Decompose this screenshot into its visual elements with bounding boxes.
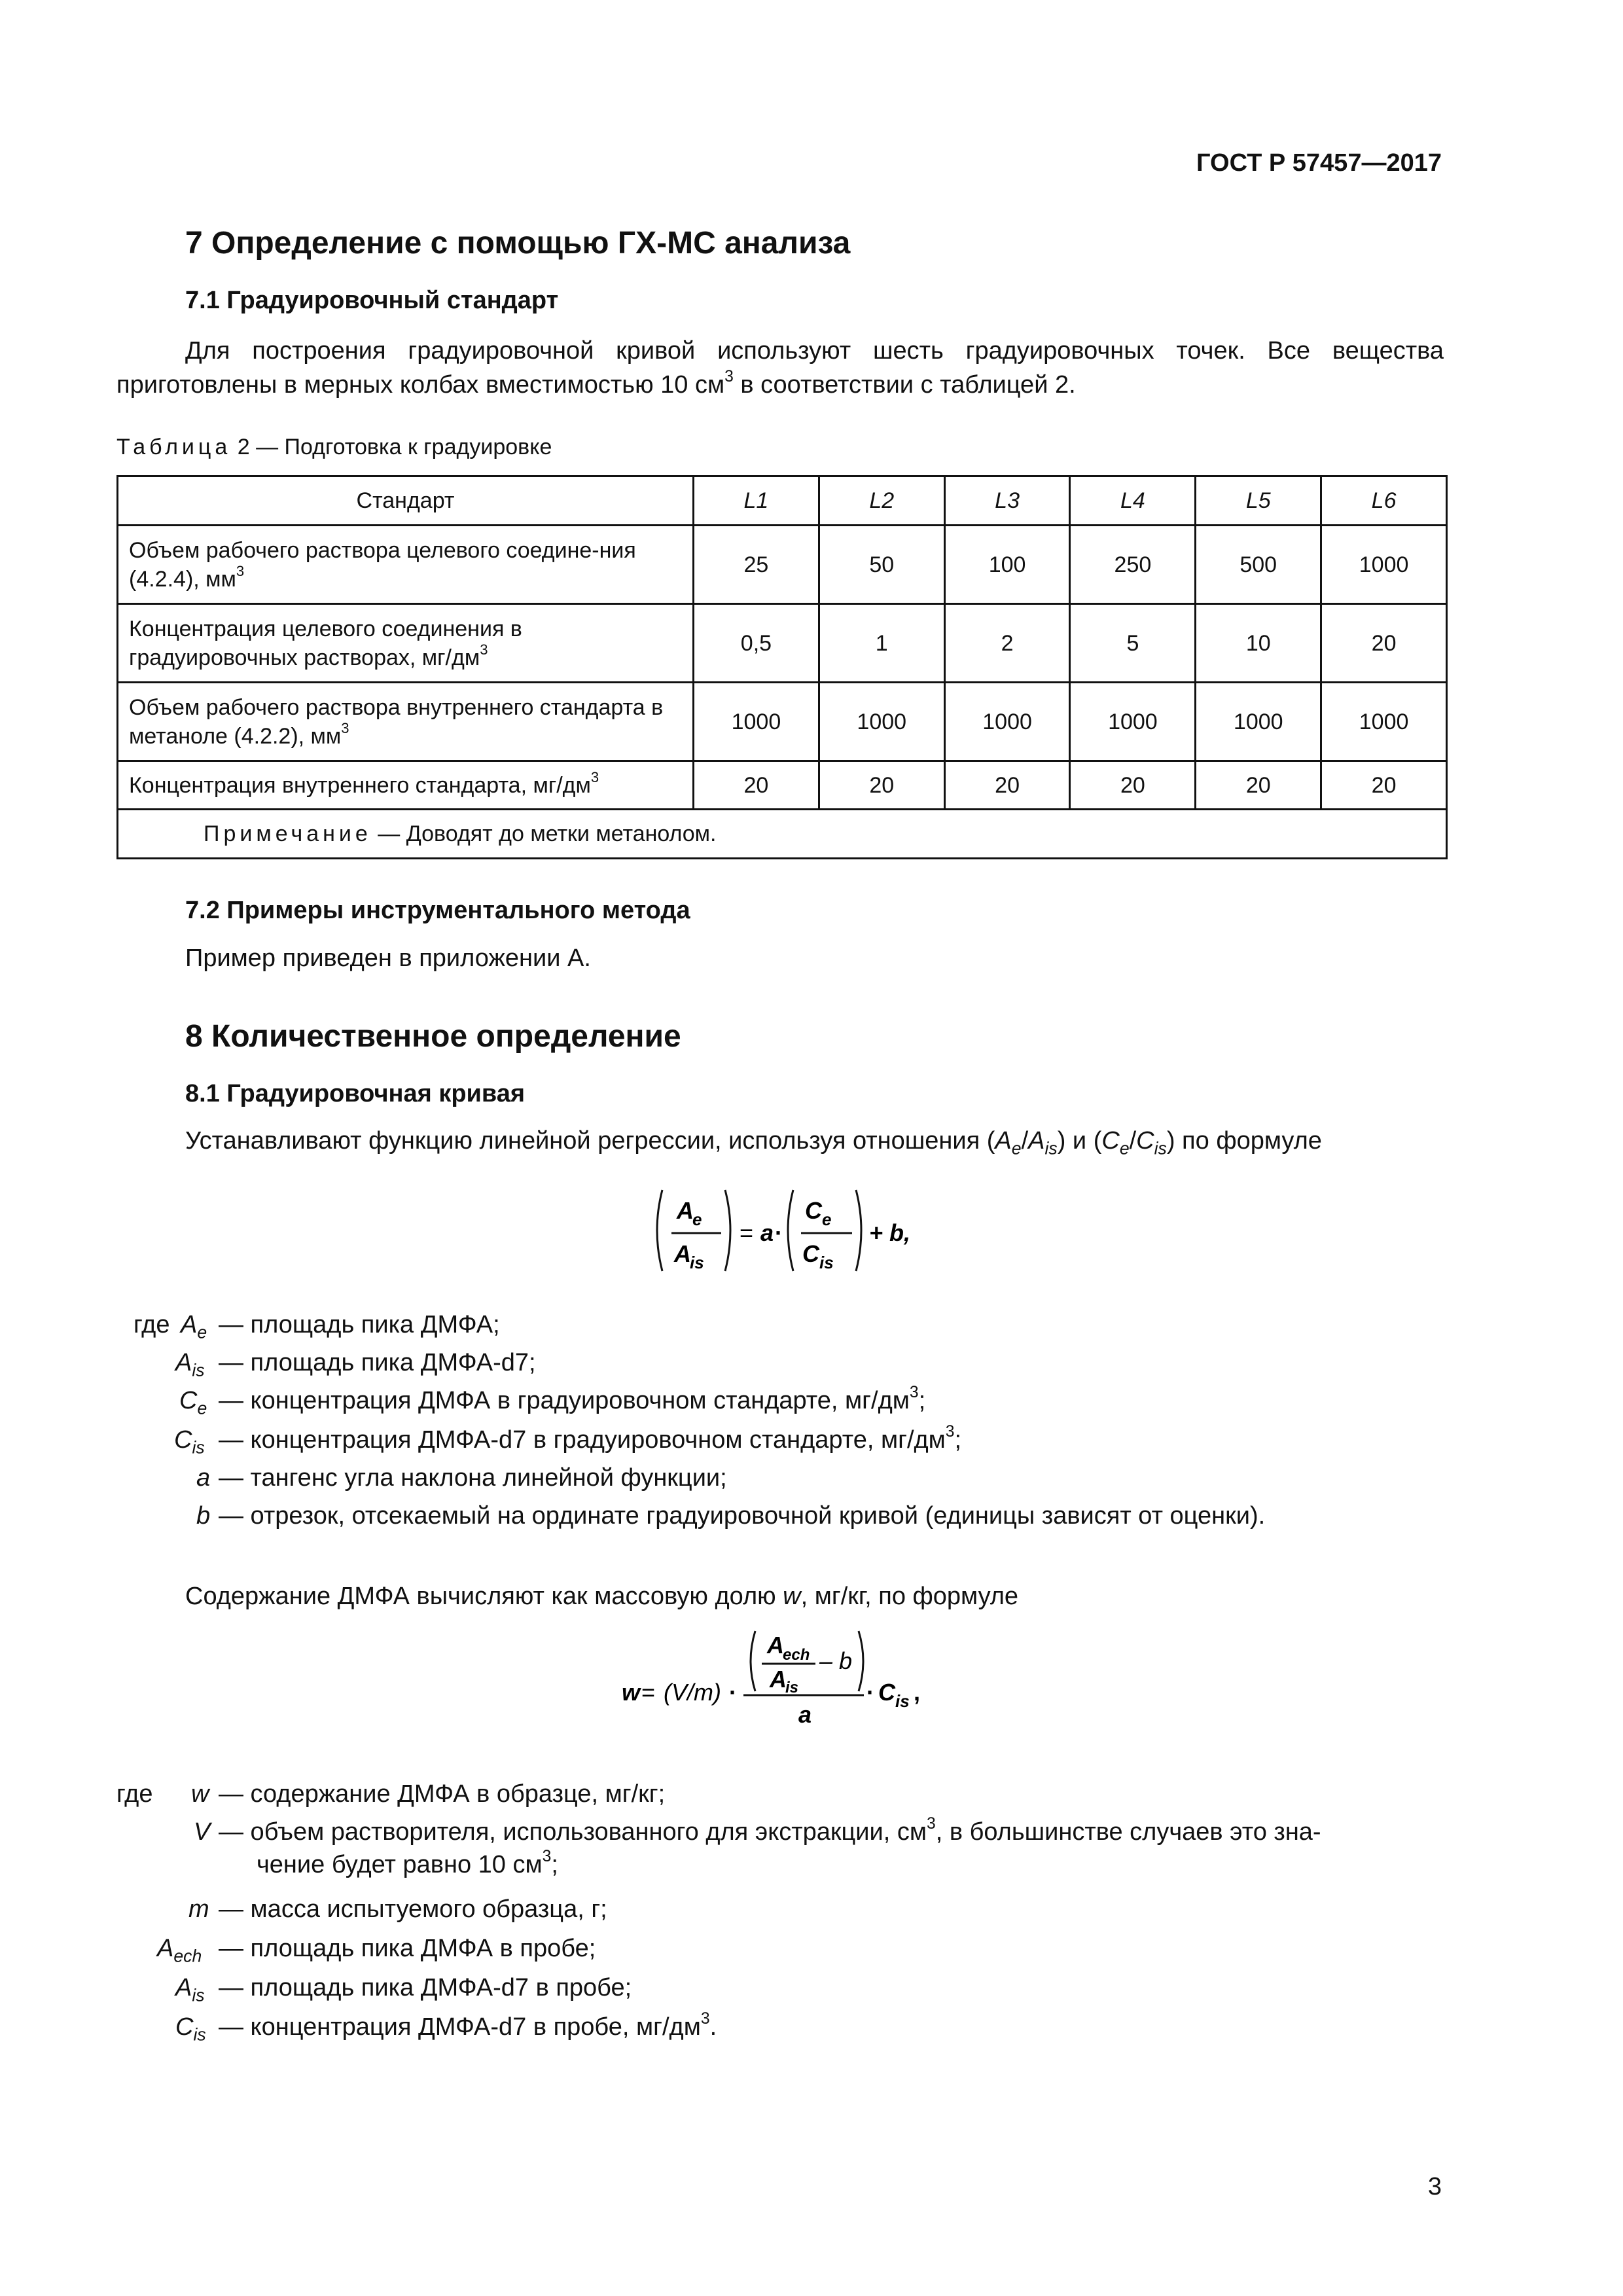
table-cell: 1000 [1196,683,1321,761]
table-cell: 20 [1321,604,1447,683]
table-cell: 20 [694,761,819,810]
table-cell: 20 [944,761,1070,810]
definitions-list-1: $A_e$ — площадь пика ДМФА; $A_{is}$ — площадь пика ДМФА-d7; $C_e$ — концентрация ДМФА в градуировочном стандарте, $мг/дм^3$; $C_{is}$ — концентрация ДМФА-d7 в градуировочном стандарте, $мг/дм^3$; a — тангенс угла наклона линейной функции; b — отрезок, отсекаемый на ординате градуировочной кривой (единицы зависят от оценки). [174,1311,1266,1530]
table-cell: 25 [694,526,819,604]
formula2-comma: , [914,1679,921,1706]
formula1-num2: C [805,1197,822,1224]
table-cell: 100 [944,526,1070,604]
table-cell: 20 [1070,761,1196,810]
formula2-paren: (V/m) [664,1679,721,1706]
formula1-eq: = [740,1219,754,1246]
table-cell: 1000 [944,683,1070,761]
formula2-den-sub: is [785,1679,799,1696]
formula2-tail-sub: is [895,1691,910,1711]
table-row [118,683,1447,761]
table-cell: 10 [1196,604,1321,683]
table-cell: 5 [1070,604,1196,683]
mass-fraction-formula [622,1623,936,1754]
formula2-num-sub: ech [783,1646,810,1664]
definitions-list-2: w — содержание ДМФА в образце, мг/кг; V — объем растворителя, использованного для экстракции, $см^3$, в большинстве случаев это зна- чение будет равно 10 $см^3$; m — масса испытуемого образца, г; $A_{ech}$ — площадь пика ДМФА в пробе; $A_{is}$ — площадь пика ДМФА-d7 в пробе; $C_{is}$ — концентрация ДМФА-d7 в пробе, $мг/дм^3$. [157,1780,1321,2045]
table-cell: 250 [1070,526,1196,604]
formula1-den2-sub: is [819,1253,834,1272]
table-cell: 2 [944,604,1070,683]
table-cell: 500 [1196,526,1321,604]
table-header-cell: L1 [694,476,819,526]
table-cell: 1000 [819,683,944,761]
formula2-dot2: · [866,1679,874,1706]
formula2-num: A [767,1632,784,1659]
formula1-tail: + b, [869,1219,911,1246]
table-cell: 0,5 [694,604,819,683]
formula1-den1-sub: is [690,1253,704,1272]
table-note-row [118,810,1447,859]
document-code: ГОСТ Р 57457—2017 [1196,149,1442,177]
formula2-eq: = [641,1679,656,1706]
formula2-lhs: w [622,1679,641,1706]
table-row-label: Концентрация целевого соединения в градуировочных растворах, $мг/дм^3$ [118,604,694,683]
table-cell: 1000 [694,683,819,761]
formula2-minus-b: – b [819,1647,853,1674]
table-header-cell: L5 [1196,476,1321,526]
table-cell: 1000 [1321,526,1447,604]
table-cell: 20 [819,761,944,810]
table-cell: 1 [819,604,944,683]
section-7-title: 7 Определение с помощью ГХ-МС анализа [185,226,851,260]
calibration-table [116,475,1448,859]
section-7-2-text: Пример приведен в приложении А. [185,944,591,972]
formula1-a: a [760,1219,774,1246]
table-row-label: Объем рабочего раствора внутреннего стандарта в метаноле (4.2.2), $мм^3$ [118,683,694,761]
table-cell: 1000 [1321,683,1447,761]
table-cell: 50 [819,526,944,604]
table-note: Примечание — Доводят до метки метанолом. [118,810,1447,859]
where-label-2: где [116,1780,153,1808]
table-row [118,604,1447,683]
table-row-label: Объем рабочего раствора целевого соедине-ния (4.2.4), $мм^3$ [118,526,694,604]
table-row [118,761,1447,810]
table-header-row [118,476,1447,526]
table-caption: Таблица 2 — Подготовка к градуировке [116,435,552,459]
formula1-num2-sub: e [822,1210,832,1229]
formula2-a: a [798,1701,812,1728]
page-number: 3 [1427,2173,1442,2200]
content-intro: Содержание ДМФА вычисляют как массовую долю w, мг/кг, по формуле [185,1583,1019,1610]
formula1-den2: C [802,1240,819,1267]
section-8-title: 8 Количественное определение [185,1019,681,1054]
section-7-1-paragraph: Для построения градуировочной кривой используют шесть градуировочных точек. Все вещества приготовлены в мерных колбах вместимостью 10 $см^3$ в соответствии с таблицей 2. [116,337,1444,399]
table-cell: 20 [1196,761,1321,810]
table-row [118,526,1447,604]
formula1-dot: · [775,1219,783,1246]
formula2-tail-c: C [878,1679,895,1706]
section-8-1-title: 8.1 Градуировочная кривая [185,1080,526,1107]
where-label: где [134,1311,170,1338]
table-header-cell: L2 [819,476,944,526]
section-7-2-title: 7.2 Примеры инструментального метода [185,897,690,924]
table-row-label: Концентрация внутреннего стандарта, $мг/дм^3$ [118,761,694,810]
table-header-cell: L6 [1321,476,1447,526]
formula1-num1: A [677,1197,694,1224]
regression-formula [648,1178,923,1283]
section-8-1-intro: Устанавливают функцию линейной регрессии, используя отношения $(A_e/A_{is})$ и $(C_e/C_{is})$ по формуле [185,1127,1322,1158]
table-header-cell: Стандарт [118,476,694,526]
table-cell: 1000 [1070,683,1196,761]
table-cell: 20 [1321,761,1447,810]
formula2-den: A [770,1666,787,1693]
section-7-1-title: 7.1 Градуировочный стандарт [185,287,559,314]
table-header-cell: L3 [944,476,1070,526]
formula2-dot: · [729,1679,737,1706]
table-header-cell: L4 [1070,476,1196,526]
formula1-den1: A [674,1240,691,1267]
formula1-num1-sub: e [692,1210,702,1229]
